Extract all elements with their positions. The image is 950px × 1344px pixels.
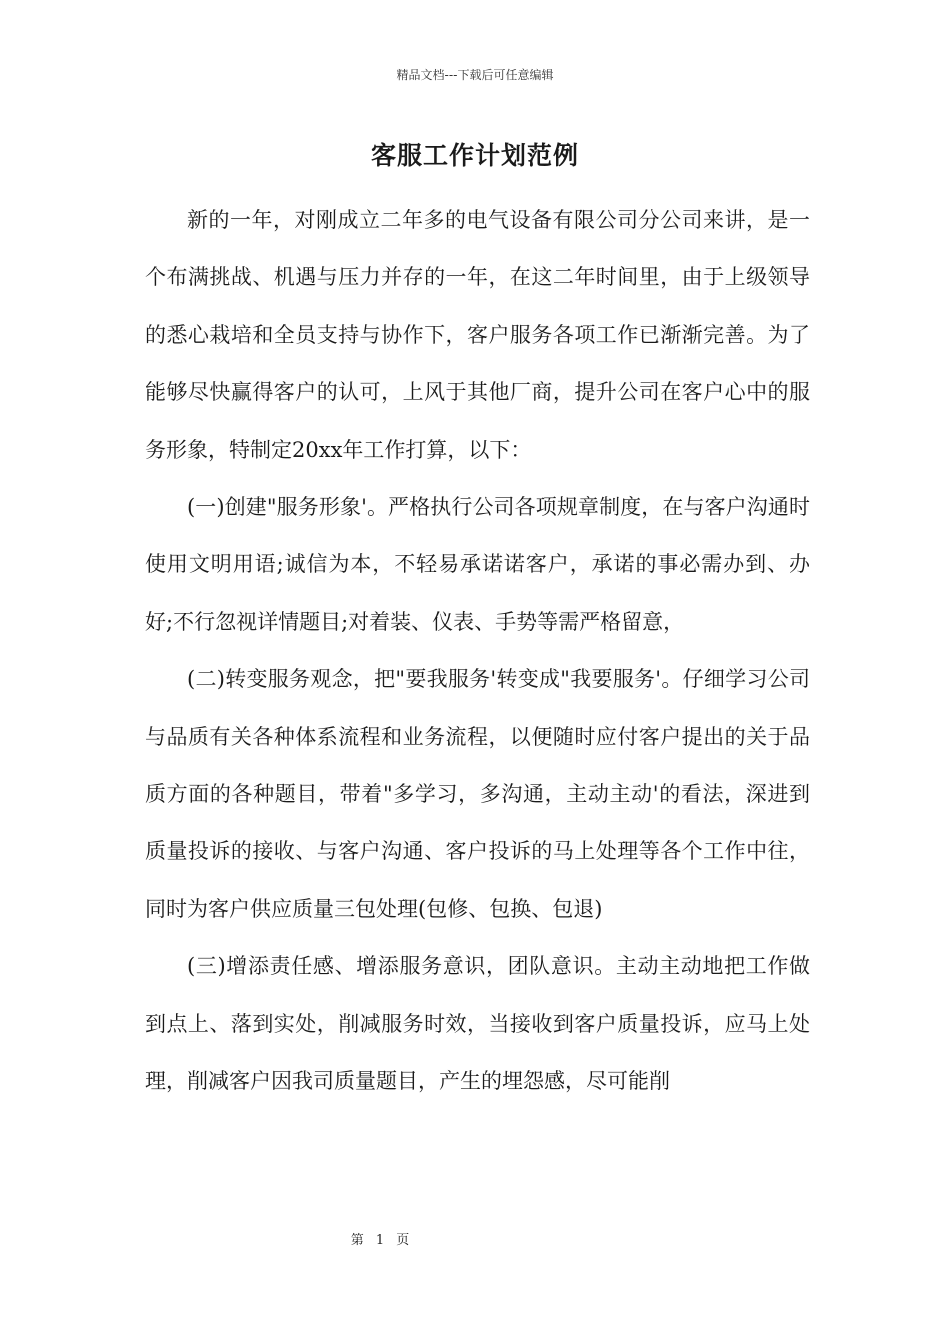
paragraph-intro: 新的一年，对刚成立二年多的电气设备有限公司分公司来讲，是一个布满挑战、机遇与压力并存的一年，在这二年时间里，由于上级领导的悉心栽培和全员支持与协作下，客户服务各项工作已渐渐完善。为了能够尽快赢得客户的认可，上风于其他厂商，提升公司在客户心中的服务形象，特制定20xx年工作打算，以下：	[145, 208, 810, 462]
page-footer-prefix: 第	[350, 1233, 364, 1248]
document-body	[145, 192, 810, 1111]
paragraph-section-2: (二)转变服务观念，把"要我服务'转变成"我要服务'。仔细学习公司与品质有关各种体系流程和业务流程，以便随时应付客户提出的关于品质方面的各种题目，带着"多学习，多沟通，主动主动'的看法，深进到质量投诉的接收、与客户沟通、客户投诉的马上处理等各个工作中往，同时为客户供应质量三包处理(包修、包换、包退)	[145, 667, 810, 921]
header-note: 精品文档---下载后可任意编辑	[396, 68, 554, 82]
paragraph-section-3: (三)增添责任感、增添服务意识，团队意识。主动主动地把工作做到点上、落到实处，削减服务时效，当接收到客户质量投诉，应马上处理，削减客户因我司质量题目，产生的埋怨感，尽可能削	[145, 954, 810, 1094]
paragraph-section-1: (一)创建"服务形象'。严格执行公司各项规章制度，在与客户沟通时使用文明用语;诚信为本，不轻易承诺诺客户，承诺的事必需办到、办好;不行忽视详情题目;对着装、仪表、手势等需严格留意，	[145, 495, 810, 634]
page-footer-suffix: 页	[396, 1233, 410, 1248]
document-title: 客服工作计划范例	[370, 141, 579, 170]
page-number: 1	[375, 1233, 385, 1248]
page-footer	[0, 1229, 760, 1248]
